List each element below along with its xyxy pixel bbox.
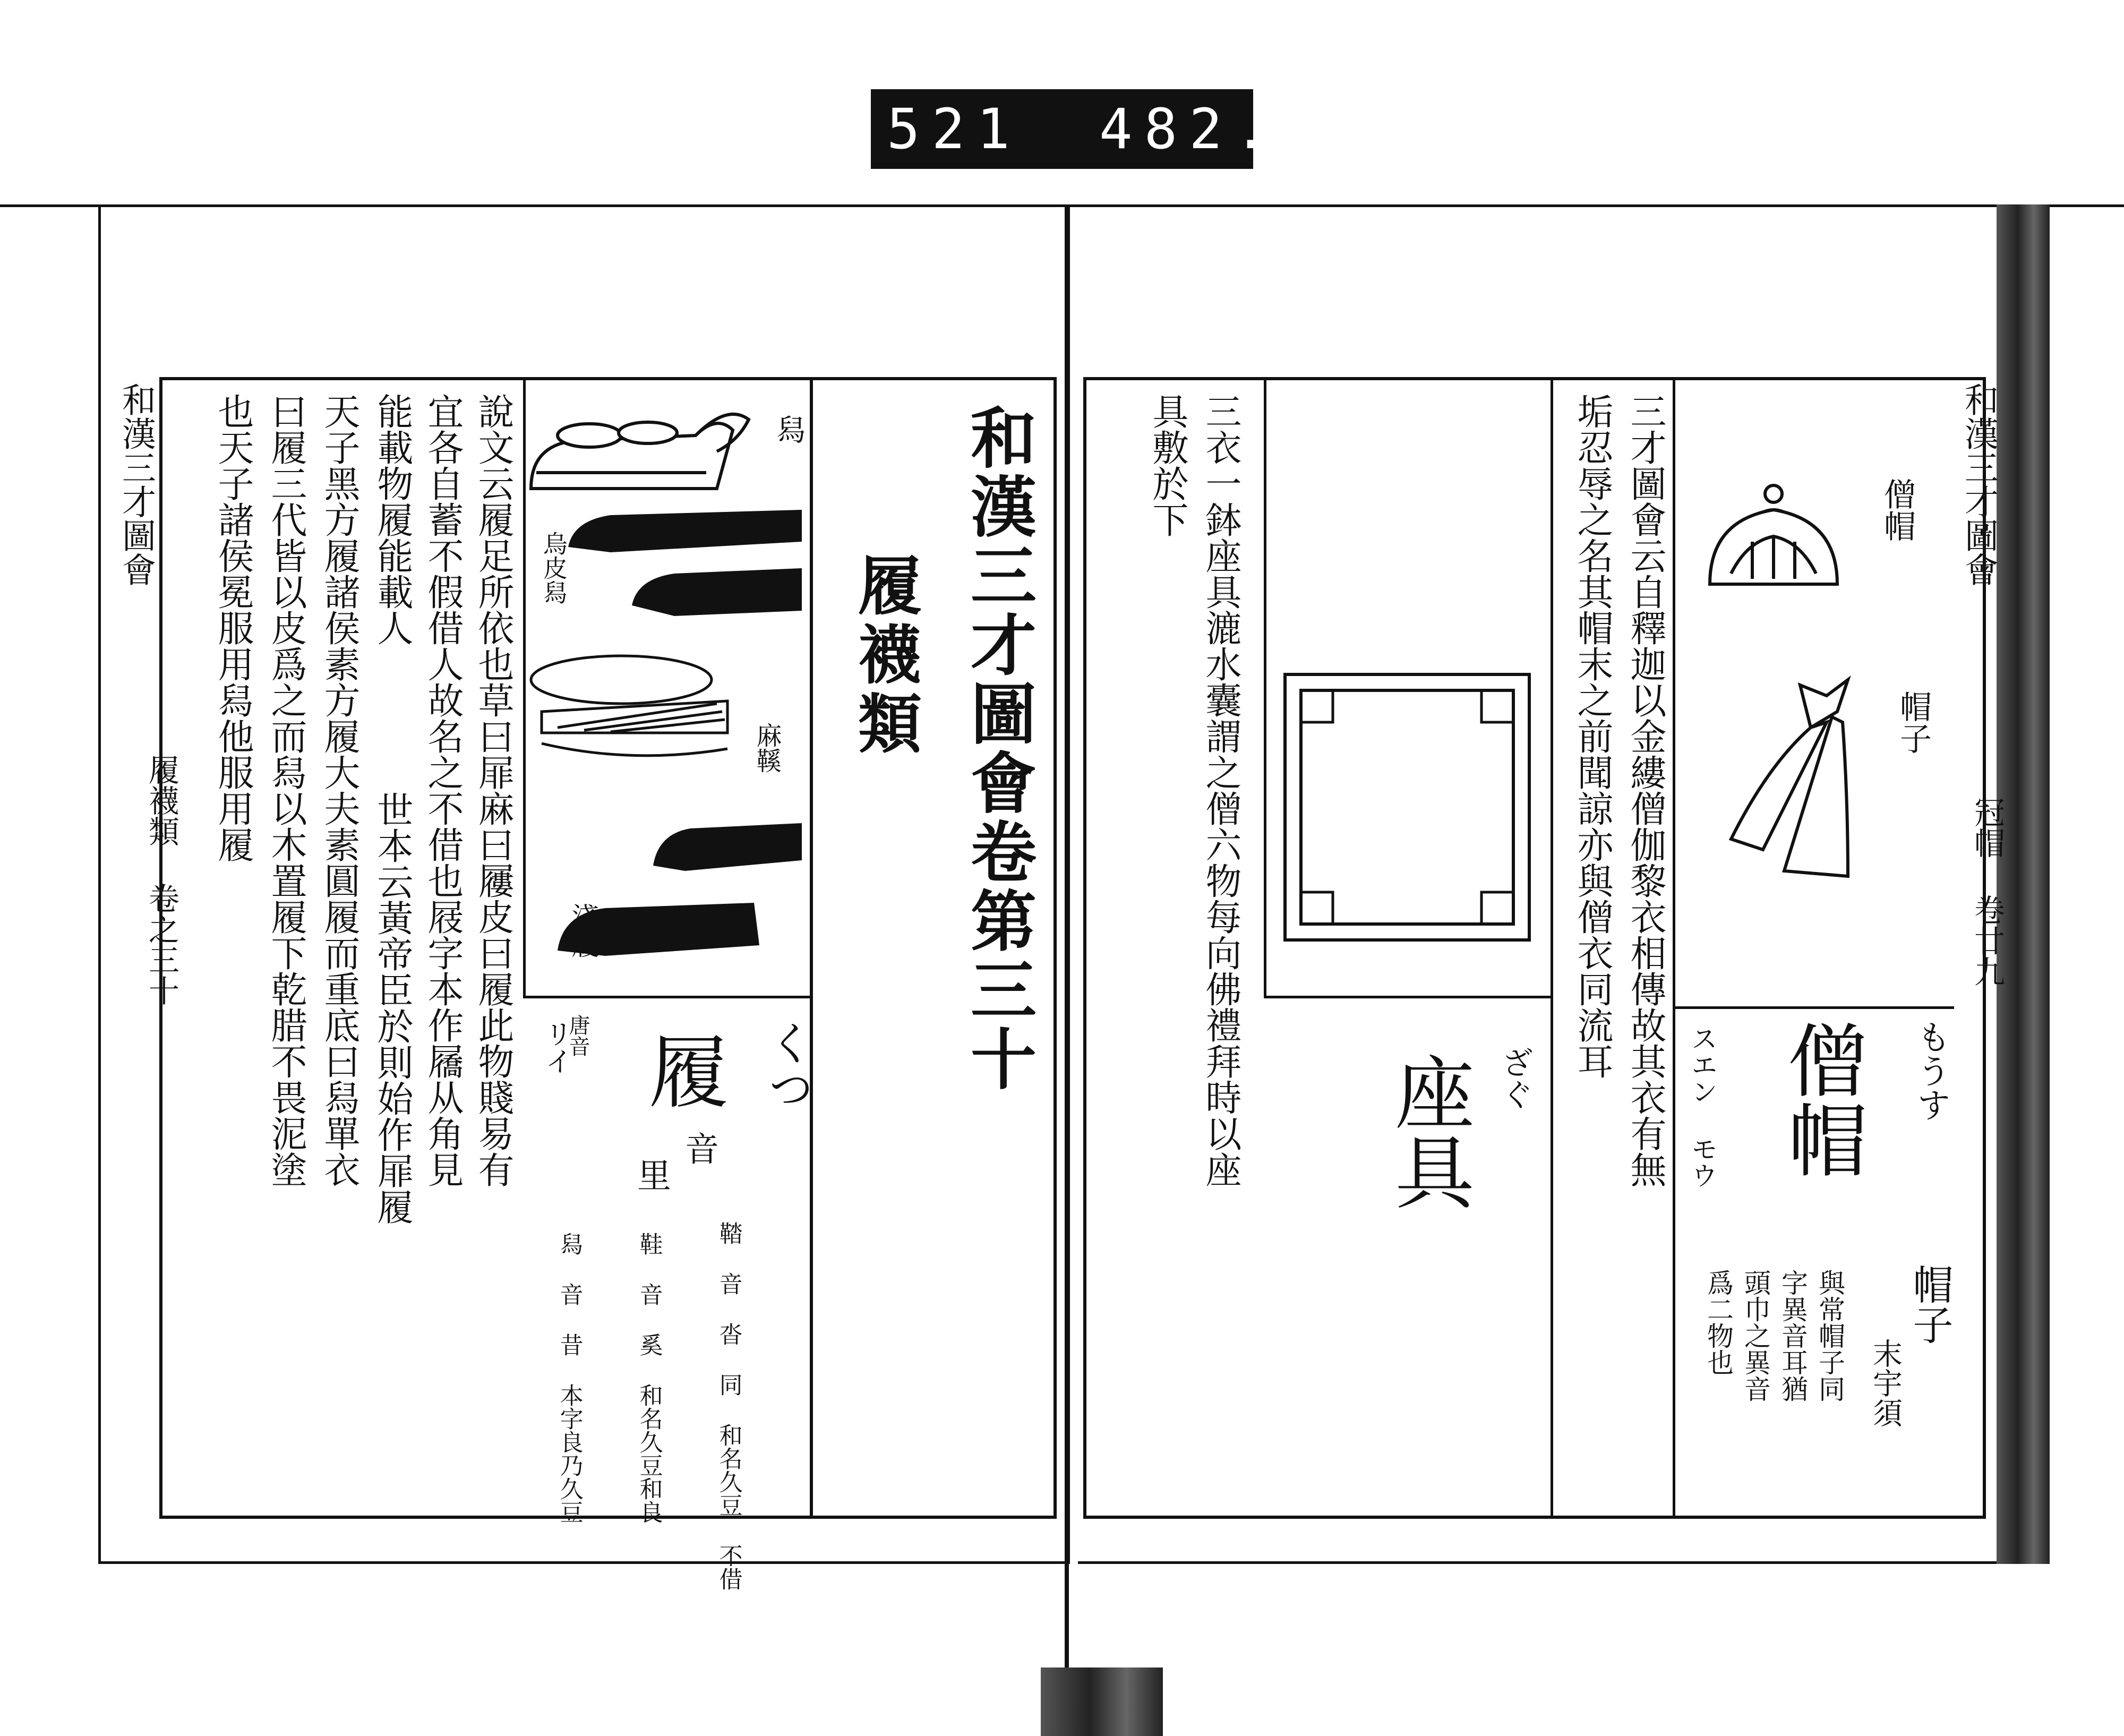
- volume-title: 和漢三才圖會卷第三十: [960, 404, 1037, 1094]
- category-heading: 履襪類: [847, 552, 922, 759]
- zu-gu-divider: [1551, 377, 1553, 1519]
- title-divider: [810, 377, 813, 1519]
- seng-mao-text-col-2: 垢忍辱之名其帽末之前聞諒亦與僧衣同流耳: [1571, 393, 1613, 1079]
- tang-yin-label: 唐音: [566, 1014, 590, 1057]
- alias-xie: 鞋 音 奚 和名久豆和良: [635, 1232, 663, 1524]
- mao-zi-reading: 末宇須: [1868, 1338, 1903, 1427]
- seng-mao-text-col-1: 三才圖會云自釋迦以金縷僧伽黎衣相傳故其衣有無: [1624, 393, 1666, 1187]
- mao-zi-note-3: 頭巾之異音: [1740, 1269, 1771, 1402]
- mao-zi-note-4: 爲二物也: [1703, 1269, 1734, 1375]
- hood-illustration: [1731, 680, 1848, 876]
- label-seng-mao: 僧帽: [1879, 478, 1916, 542]
- zu-gu-text-col-2: 具敷於下: [1146, 393, 1188, 537]
- xi-shoe-illustration: [531, 414, 749, 489]
- left-text-col-5: 曰履三代皆以皮爲之而舄以木置履下乾腊不畏泥塗: [265, 393, 307, 1187]
- tang-yin-reading: リイ: [540, 1020, 572, 1075]
- mao-zi-note-2: 字異音耳猶: [1777, 1269, 1808, 1402]
- left-text-col-2: 宜各自蓄不假借人故名之不借也屐字本作屩从角見: [422, 393, 464, 1187]
- catalog-number-2: 482.: [1099, 97, 1279, 161]
- seng-mao-reading: スエン モウ: [1687, 1025, 1718, 1188]
- book-spine-line: [1065, 204, 1069, 1729]
- zu-gu-kana: ざぐ: [1496, 1046, 1534, 1110]
- binding-clip: [1041, 1667, 1163, 1736]
- left-margin-title: 和漢三才圖會: [116, 382, 156, 586]
- label-mao-zi: 帽子: [1895, 690, 1932, 754]
- label-qian-lu: 淺履: [567, 903, 598, 958]
- black-leather-xi-illustration: [568, 510, 802, 616]
- left-text-col-1: 說文云履足所依也草曰屝麻曰屨皮曰履此物賤易有: [472, 393, 514, 1187]
- label-ma-xi: 麻鞵: [752, 722, 782, 773]
- sitting-mat-illustration: [1274, 664, 1540, 956]
- left-text-col-3b: 世本云黃帝臣於則始作屝履: [371, 791, 413, 1225]
- catalog-number-1: 521: [887, 97, 1022, 161]
- seng-mao-text-divider: [1673, 377, 1675, 1519]
- mao-zi-note-1: 與常帽子同: [1814, 1269, 1845, 1402]
- left-text-col-3: 能載物履能載人: [371, 393, 413, 646]
- entry-head-lu: 履: [635, 1030, 727, 1110]
- hemp-sandal-illustration: [531, 656, 727, 756]
- right-margin-chapter: 冠帽 卷廿九: [1969, 797, 2005, 987]
- left-text-col-6: 也天子諸侯冕服用舄他服用履: [212, 393, 254, 862]
- mao-zi-head: 帽子: [1906, 1264, 1954, 1345]
- seng-mao-head: 僧帽: [1774, 1020, 1866, 1179]
- left-text-col-4: 天子黑方履諸侯素方履大夫素圓履而重底曰舄單衣: [318, 393, 360, 1187]
- monk-cap-illustration: [1710, 485, 1837, 584]
- seng-mao-kana: もうす: [1911, 1020, 1950, 1122]
- entry-kana-reading: くつ: [760, 1020, 813, 1111]
- zu-gu-text-col-1: 三衣一鉢座具漉水囊謂之僧六物每向佛禮拜時以座: [1200, 393, 1241, 1187]
- right-margin-title: 和漢三才圖會: [1959, 382, 1998, 586]
- alias-xi: 舄 音 昔 本字良乃久豆: [555, 1232, 583, 1524]
- label-xi: 舄: [772, 414, 806, 444]
- label-pi-xi: 烏皮舄: [539, 531, 568, 604]
- on-reading: 里: [631, 1158, 671, 1192]
- on-reading-label: 音: [679, 1131, 718, 1165]
- left-margin-chapter: 履襪類 卷之三十: [143, 754, 179, 1006]
- shoe-illustrations: [526, 382, 807, 993]
- alias-ta: 鞜 音 沓 同 和名久豆 不借: [715, 1221, 742, 1590]
- zu-gu-head: 座具: [1381, 1051, 1474, 1211]
- catalog-number-plate: [871, 89, 1279, 169]
